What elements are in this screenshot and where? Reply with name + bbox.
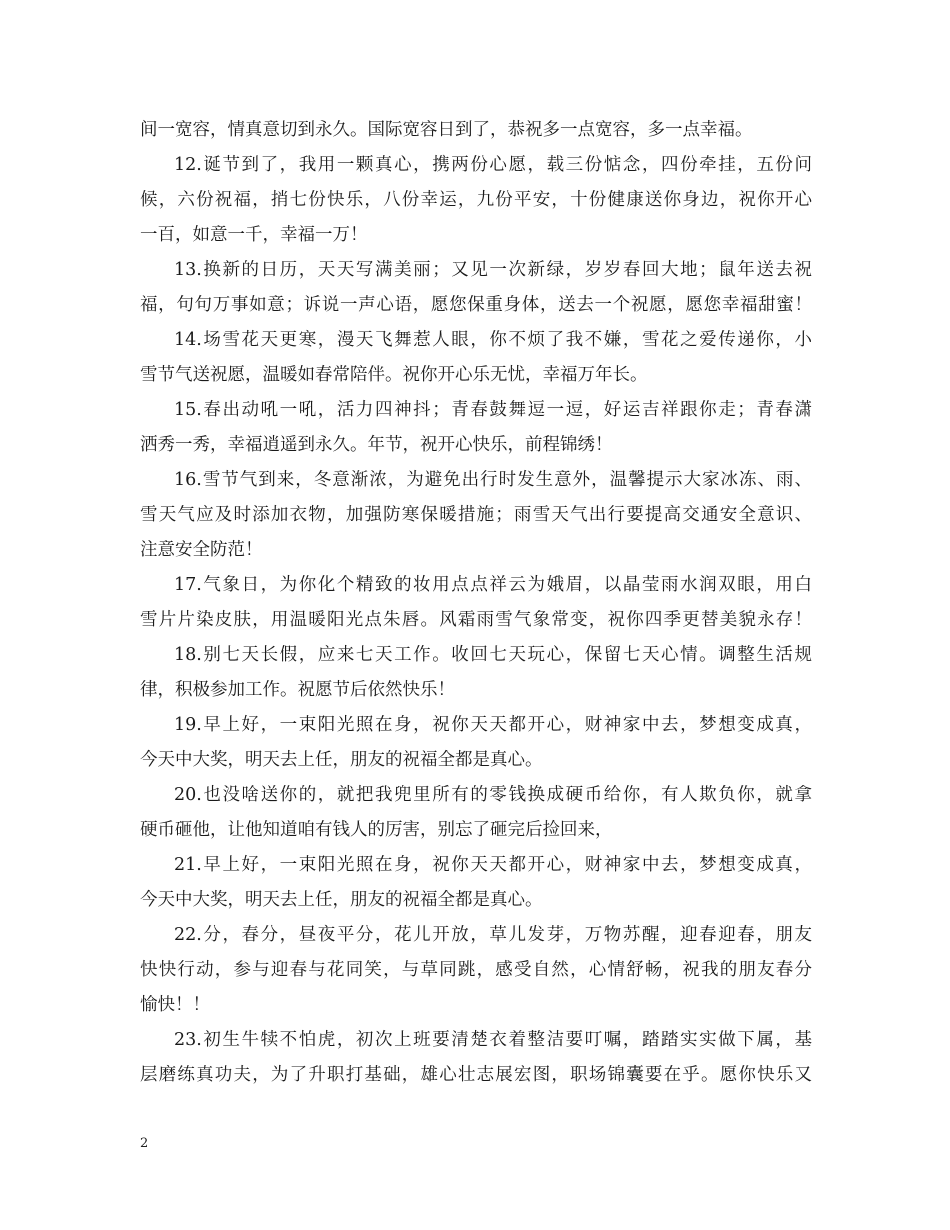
text-line: 19.早上好，一束阳光照在身，祝你天天都开心，财神家中去，梦想变成真， xyxy=(174,715,812,735)
text-line: 间一宽容，情真意切到永久。国际宽容日到了，恭祝多一点宽容，多一点幸福。 xyxy=(140,120,753,140)
text-line: 17.气象日，为你化个精致的妆用点点祥云为娥眉，以晶莹雨水润双眼，用白 xyxy=(174,575,812,595)
text-line: 13.换新的日历，天天写满美丽；又见一次新绿，岁岁春回大地；鼠年送去祝 xyxy=(174,260,812,280)
text-line: 23.初生牛犊不怕虎，初次上班要清楚衣着整洁要叮嘱，踏踏实实做下属，基 xyxy=(174,1030,812,1050)
text-line: 一百，如意一千，幸福一万！ xyxy=(140,225,368,245)
page-number: 2 xyxy=(140,1136,149,1151)
text-line: 雪节气送祝愿，温暖如春常陪伴。祝你开心乐无忧，幸福万年长。 xyxy=(140,365,648,385)
text-line: 16.雪节气到来，冬意渐浓，为避免出行时发生意外，温馨提示大家冰冻、雨、 xyxy=(174,470,812,490)
text-line: 雪天气应及时添加衣物，加强防寒保暖措施；雨雪天气出行要提高交通安全意识、 xyxy=(140,505,812,525)
text-line: 21.早上好，一束阳光照在身，祝你天天都开心，财神家中去，梦想变成真， xyxy=(174,855,812,875)
text-line: 今天中大奖，明天去上任，朋友的祝福全都是真心。 xyxy=(140,750,543,770)
text-line: 雪片片染皮肤，用温暖阳光点朱唇。风霜雨雪气象常变，祝你四季更替美貌永存！ xyxy=(140,610,812,630)
text-line: 律，积极参加工作。祝愿节后依然快乐！ xyxy=(140,680,455,700)
text-line: 12.诞节到了，我用一颗真心，携两份心愿，载三份惦念，四份牵挂，五份问 xyxy=(174,155,812,175)
text-line: 注意安全防范！ xyxy=(140,540,263,560)
text-line: 15.春出动吼一吼，活力四神抖；青春鼓舞逗一逗，好运吉祥跟你走；青春潇 xyxy=(174,400,812,420)
text-line: 福，句句万事如意；诉说一声心语，愿您保重身体，送去一个祝愿，愿您幸福甜蜜！ xyxy=(140,295,812,315)
text-line: 快快行动，参与迎春与花同笑，与草同跳，感受自然，心情舒畅，祝我的朋友春分 xyxy=(140,960,812,980)
text-line: 愉快！！ xyxy=(140,995,210,1015)
text-line: 层磨练真功夫，为了升职打基础，雄心壮志展宏图，职场锦囊要在乎。愿你快乐又 xyxy=(140,1065,812,1085)
text-line: 20.也没啥送你的，就把我兜里所有的零钱换成硬币给你，有人欺负你，就拿 xyxy=(174,785,812,805)
text-line: 硬币砸他，让他知道咱有钱人的厉害，别忘了砸完后捡回来， xyxy=(140,820,613,840)
text-line: 候，六份祝福，捎七份快乐，八份幸运，九份平安，十份健康送你身边，祝你开心 xyxy=(140,190,812,210)
text-line: 今天中大奖，明天去上任，朋友的祝福全都是真心。 xyxy=(140,890,543,910)
text-line: 18.别七天长假，应来七天工作。收回七天玩心，保留七天心情。调整生活规 xyxy=(174,645,812,665)
text-line: 22.分，春分，昼夜平分，花儿开放，草儿发芽，万物苏醒，迎春迎春，朋友 xyxy=(174,925,812,945)
text-line: 14.场雪花天更寒，漫天飞舞惹人眼，你不烦了我不嫌，雪花之爱传递你，小 xyxy=(174,330,812,350)
text-line: 洒秀一秀，幸福逍遥到永久。年节，祝开心快乐，前程锦绣！ xyxy=(140,435,613,455)
